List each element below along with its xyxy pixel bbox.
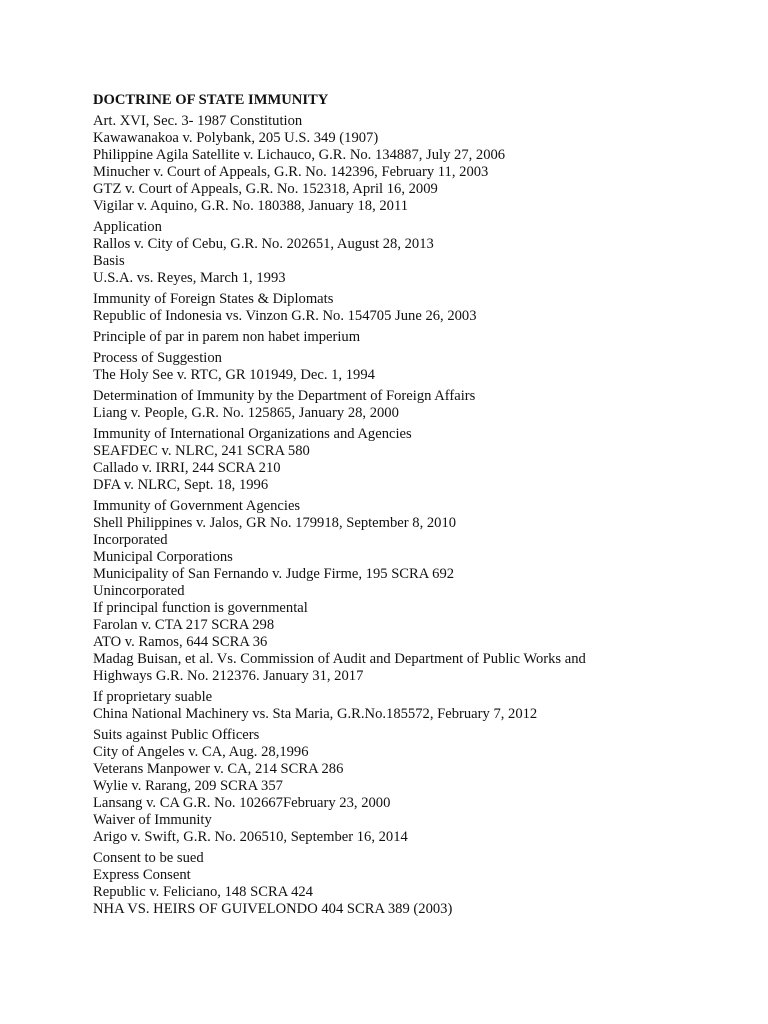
text-line: U.S.A. vs. Reyes, March 1, 1993 xyxy=(93,270,286,286)
text-line: Immunity of Government Agencies xyxy=(93,498,301,514)
text-line: Application xyxy=(93,219,162,235)
text-line: Madag Buisan, et al. Vs. Commission of Audit and Department of Public Works and xyxy=(93,651,586,667)
text-line: Farolan v. CTA 217 SCRA 298 xyxy=(93,617,275,633)
text-line: Philippine Agila Satellite v. Lichauco, G.R. No. 134887, July 27, 2006 xyxy=(93,147,506,163)
text-line: Municipal Corporations xyxy=(93,549,233,565)
text-block xyxy=(93,291,733,325)
text-line: ATO v. Ramos, 644 SCRA 36 xyxy=(93,634,268,650)
text-line: If principal function is governmental xyxy=(93,600,308,616)
text-line: Determination of Immunity by the Department of Foreign Affairs xyxy=(93,388,476,404)
text-line: Waiver of Immunity xyxy=(93,812,212,828)
text-block xyxy=(93,850,733,918)
text-line: Basis xyxy=(93,253,125,269)
text-line: Vigilar v. Aquino, G.R. No. 180388, January 18, 2011 xyxy=(93,198,409,214)
text-line: Express Consent xyxy=(93,867,191,883)
text-line: Shell Philippines v. Jalos, GR No. 179918, September 8, 2010 xyxy=(93,515,457,531)
text-line: Republic of Indonesia vs. Vinzon G.R. No. 154705 June 26, 2003 xyxy=(93,308,477,324)
text-line: Consent to be sued xyxy=(93,850,204,866)
text-line: Wylie v. Rarang, 209 SCRA 357 xyxy=(93,778,283,794)
text-block xyxy=(93,113,733,215)
text-line: NHA VS. HEIRS OF GUIVELONDO 404 SCRA 389 (2003) xyxy=(93,901,453,917)
text-line: Republic v. Feliciano, 148 SCRA 424 xyxy=(93,884,313,900)
text-block xyxy=(93,388,733,422)
text-block xyxy=(93,426,733,494)
text-block xyxy=(93,219,733,287)
document-title: DOCTRINE OF STATE IMMUNITY xyxy=(93,92,329,108)
text-line: Immunity of International Organizations and Agencies xyxy=(93,426,412,442)
text-line: The Holy See v. RTC, GR 101949, Dec. 1, 1994 xyxy=(93,367,375,383)
text-line: City of Angeles v. CA, Aug. 28,1996 xyxy=(93,744,309,760)
text-line: Unincorporated xyxy=(93,583,185,599)
text-line: Lansang v. CA G.R. No. 102667February 23, 2000 xyxy=(93,795,391,811)
text-line: Callado v. IRRI, 244 SCRA 210 xyxy=(93,460,281,476)
text-block xyxy=(93,329,733,346)
document-body xyxy=(93,113,733,918)
document-page xyxy=(93,92,733,922)
text-line: Municipality of San Fernando v. Judge Firme, 195 SCRA 692 xyxy=(93,566,455,582)
text-block xyxy=(93,689,733,723)
text-line: SEAFDEC v. NLRC, 241 SCRA 580 xyxy=(93,443,310,459)
text-block xyxy=(93,727,733,846)
text-line: Kawawanakoa v. Polybank, 205 U.S. 349 (1907) xyxy=(93,130,379,146)
text-block xyxy=(93,498,733,685)
text-block xyxy=(93,350,733,384)
text-line: DFA v. NLRC, Sept. 18, 1996 xyxy=(93,477,269,493)
text-line: Immunity of Foreign States & Diplomats xyxy=(93,291,334,307)
text-line: China National Machinery vs. Sta Maria, G.R.No.185572, February 7, 2012 xyxy=(93,706,538,722)
text-line: Veterans Manpower v. CA, 214 SCRA 286 xyxy=(93,761,344,777)
text-line: If proprietary suable xyxy=(93,689,213,705)
text-line: Liang v. People, G.R. No. 125865, January 28, 2000 xyxy=(93,405,399,421)
text-line: Arigo v. Swift, G.R. No. 206510, September 16, 2014 xyxy=(93,829,408,845)
text-line: Art. XVI, Sec. 3- 1987 Constitution xyxy=(93,113,303,129)
text-line: Principle of par in parem non habet imperium xyxy=(93,329,361,345)
text-line: Minucher v. Court of Appeals, G.R. No. 142396, February 11, 2003 xyxy=(93,164,489,180)
text-line: Rallos v. City of Cebu, G.R. No. 202651, August 28, 2013 xyxy=(93,236,434,252)
text-line: GTZ v. Court of Appeals, G.R. No. 152318, April 16, 2009 xyxy=(93,181,438,197)
text-line: Highways G.R. No. 212376. January 31, 2017 xyxy=(93,668,364,684)
text-line: Process of Suggestion xyxy=(93,350,222,366)
text-line: Incorporated xyxy=(93,532,168,548)
text-line: Suits against Public Officers xyxy=(93,727,260,743)
